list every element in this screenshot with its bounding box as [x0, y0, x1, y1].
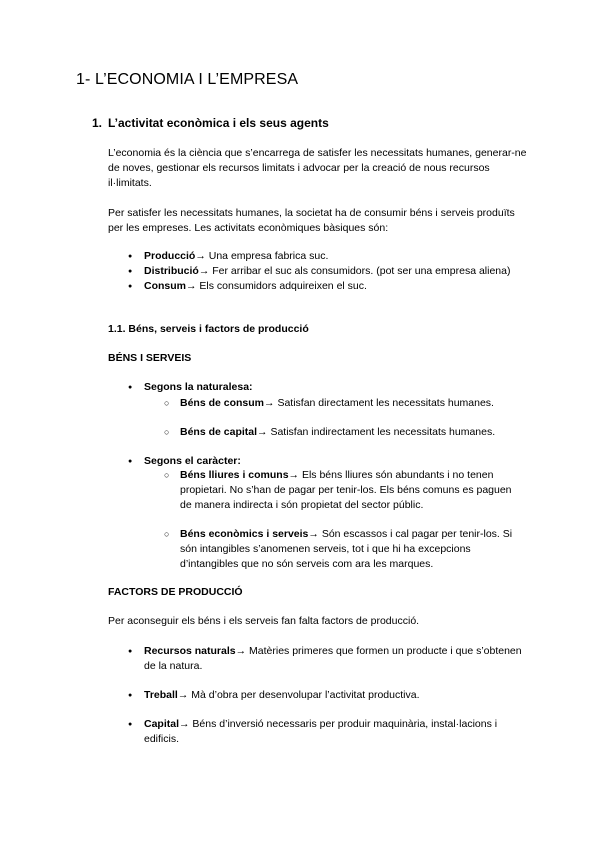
list-item-desc: → Matèries primeres que formen un producte i que s’obtenen de la natura. — [144, 645, 522, 672]
subsection-heading: 1.1. Béns, serveis i factors de producció — [108, 323, 309, 335]
list-item-desc: → Una empresa fabrica suc. — [195, 250, 329, 262]
bens-heading: BÉNS I SERVEIS — [108, 352, 192, 364]
nature-sublist — [164, 425, 524, 440]
page-title: 1- L’ECONOMIA I L’EMPRESA — [76, 71, 299, 88]
character-list — [128, 454, 528, 469]
character-sublist — [164, 468, 524, 513]
list-item-desc: → Són escassos i cal pagar per tenir-los. Si són intangibles s’anomenen serveis, tot i que hi ha excepcions d’intangibles que no són serveis com ara les marques. — [180, 528, 513, 570]
factors-intro: Per aconseguir els béns i els serveis fan falta factors de producció. — [108, 615, 420, 627]
list-item-term: Béns de consum — [180, 397, 265, 409]
list-item — [128, 264, 528, 279]
nature-sublist — [164, 396, 524, 411]
list-item — [128, 717, 528, 747]
factors-list — [128, 717, 528, 747]
list-item-term: Producció — [144, 250, 196, 262]
activities-list — [128, 249, 528, 294]
list-item-desc: → Els béns lliures són abundants i no tenen propietari. No s’han de pagar per tenir-los. Els béns comuns es paguen de manera indirecta i són propietat del sector públic. — [180, 469, 512, 511]
list-item — [164, 396, 524, 411]
character-sublist — [164, 527, 524, 572]
list-item-term: Béns lliures i comuns — [180, 469, 289, 481]
factors-heading: FACTORS DE PRODUCCIÓ — [108, 586, 243, 598]
list-item-desc: → Els consumidors adquireixen el suc. — [186, 280, 367, 292]
list-item-term: Capital — [144, 718, 180, 730]
factors-list — [128, 688, 528, 703]
nature-list — [128, 380, 528, 395]
list-item-term: Distribució — [144, 265, 199, 277]
paragraph-economy-definition: L’economia és la ciència que s’encarrega de satisfer les necessitats humanes, generar-ne de noves, gestionar els recursos limitats i advocar per la creació de nous recursos il·limitats. — [108, 147, 527, 189]
list-item — [128, 644, 528, 674]
list-item — [164, 527, 524, 572]
list-item — [164, 468, 524, 513]
list-item — [164, 425, 524, 440]
list-item-term: Recursos naturals — [144, 645, 236, 657]
section-heading — [92, 116, 329, 130]
character-label: Segons el caràcter: — [144, 455, 241, 467]
section-heading-text: L’activitat econòmica i els seus agents — [108, 116, 329, 130]
list-item-term: Béns econòmics i serveis — [180, 528, 309, 540]
list-item-desc: → Fer arribar el suc als consumidors. (pot ser una empresa aliena) — [198, 265, 511, 277]
factors-list — [128, 644, 528, 674]
list-item — [128, 249, 528, 264]
list-item-term: Béns de capital — [180, 426, 258, 438]
list-item-desc: → Satisfan indirectament les necessitats humanes. — [257, 426, 496, 438]
paragraph-needs: Per satisfer les necessitats humanes, la societat ha de consumir béns i serveis produïts per les empreses. Les activitats econòmiques bàsiques són: — [108, 207, 515, 234]
list-item — [128, 380, 528, 395]
list-item — [128, 454, 528, 469]
list-item-term: Treball — [144, 689, 178, 701]
list-item — [128, 688, 528, 703]
list-item — [128, 279, 528, 294]
list-item-term: Consum — [144, 280, 186, 292]
section-number: 1. — [92, 116, 103, 130]
list-item-desc: → Mà d’obra per desenvolupar l’activitat productiva. — [177, 689, 420, 701]
list-item-desc: → Satisfan directament les necessitats humanes. — [264, 397, 494, 409]
nature-label: Segons la naturalesa: — [144, 381, 253, 393]
list-item-desc: → Béns d’inversió necessaris per produir maquinària, instal·lacions i edificis. — [144, 718, 498, 745]
